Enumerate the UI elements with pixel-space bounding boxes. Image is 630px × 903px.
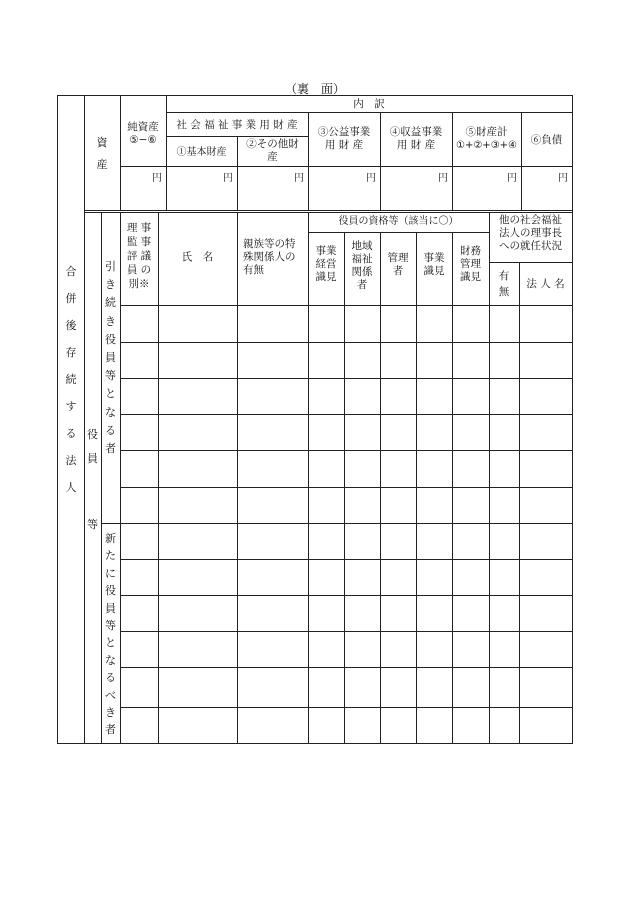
property-total-header: ⑤財産計 ①+②+③+④ xyxy=(456,126,517,151)
page-title: （裏 面） xyxy=(284,82,345,96)
qualifications-header: 役員の資格等（該当に〇） xyxy=(338,216,459,227)
new-officers-label: 新 た に 役 員 等 と な る べ き 者 xyxy=(105,532,116,737)
other-corp-header: 他の社会福祉 法人の理事長 への就任状況 xyxy=(499,214,562,252)
q-finance-header: 財務 管理 識見 xyxy=(460,245,481,283)
yen-other-property: 円 xyxy=(294,173,304,184)
yen-basic-property: 円 xyxy=(223,173,233,184)
yen-public-interest: 円 xyxy=(366,173,376,184)
liabilities-header: ⑥負債 xyxy=(530,134,563,146)
q-local-welfare-header: 地域 福祉 関係 者 xyxy=(351,240,373,291)
q-business-experience-header: 事業 経営 識見 xyxy=(315,245,337,283)
public-interest-property-header: ③公益事業 用 財 産 xyxy=(317,126,371,151)
profit-business-property-header: ④収益事業 用 財 産 xyxy=(389,126,443,151)
breakdown-header: 内 訳 xyxy=(353,98,385,110)
corp-name-header: 法 人 名 xyxy=(526,278,565,290)
name-header: 氏 名 xyxy=(181,251,214,263)
basic-property-header: ①基本財産 xyxy=(176,147,227,158)
other-property-header: ②その他財 産 xyxy=(246,138,299,163)
yen-property-total: 円 xyxy=(507,173,517,184)
social-welfare-property-header: 社 会 福 祉 事 業 用 財 産 xyxy=(176,119,298,131)
surviving-corporation-label: 合 併 後 存 続 す る 法 人 xyxy=(65,265,77,494)
officers-label-tail: 等 xyxy=(87,518,98,531)
assets-label: 資 産 xyxy=(96,136,108,171)
net-assets-header: 純資産 ⑤−⑥ xyxy=(127,121,159,146)
yen-net-assets: 円 xyxy=(152,173,162,184)
yes-no-header: 有 無 xyxy=(498,270,510,298)
q-manager-header: 管理 者 xyxy=(387,252,409,277)
q-business-insight-header: 事業 識見 xyxy=(423,252,445,277)
yen-liabilities: 円 xyxy=(558,173,568,184)
continuing-officers-label: 引 き 続 き 役 員 等 と な る 者 xyxy=(105,260,116,456)
role-type-header: 理 事 監 事 評 議 員 の 別※ xyxy=(126,222,152,290)
officers-label: 役 員 xyxy=(87,428,98,465)
kinship-header: 親族等の特 殊関係人の 有無 xyxy=(243,238,296,276)
yen-profit-business: 円 xyxy=(438,173,448,184)
